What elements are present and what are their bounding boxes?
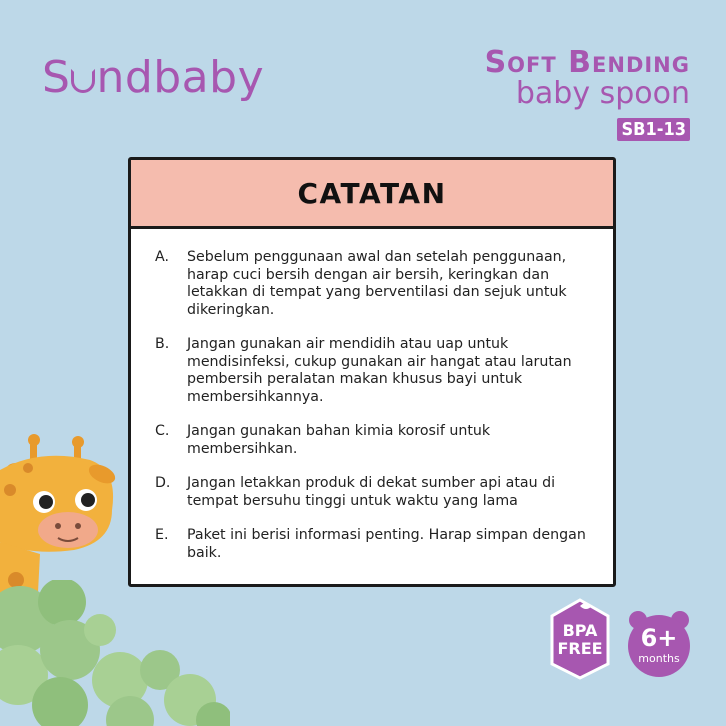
list-item <box>155 336 589 406</box>
product-code: SB1-13 <box>617 118 690 141</box>
notes-card-header <box>131 160 613 229</box>
notes-heading: CATATAN <box>297 176 447 210</box>
smile-icon <box>71 69 95 93</box>
bush-illustration <box>0 580 230 726</box>
logo-text-start: S <box>42 52 71 103</box>
notes-list <box>131 229 613 562</box>
item-letter: D. <box>155 475 171 491</box>
age-badge <box>624 610 694 678</box>
age-unit: months <box>638 652 680 665</box>
product-subtitle: baby spoon <box>515 76 690 111</box>
brand-logo <box>42 52 264 103</box>
product-heading <box>485 46 690 141</box>
item-text: Jangan gunakan bahan kimia korosif untuk membersihkan. <box>187 423 491 457</box>
item-text: Jangan gunakan air mendidih atau uap untuk mendisinfeksi, cukup gunakan air hangat atau larutan pembersih peralatan makan khusus bayi untuk membersihkannya. <box>187 336 572 405</box>
age-value: 6+ <box>640 624 678 652</box>
logo-text-end: ndbaby <box>96 52 265 103</box>
list-item <box>155 527 589 562</box>
item-text: Sebelum penggunaan awal dan setelah penggunaan, harap cuci bersih dengan air bersih, keringkan dan letakkan di tempat yang berventilasi dan sejuk untuk dikeringkan. <box>187 249 567 318</box>
item-letter: E. <box>155 527 169 543</box>
product-title: Soft Bending <box>484 45 690 80</box>
list-item <box>155 249 589 319</box>
item-text: Paket ini berisi informasi penting. Harap simpan dengan baik. <box>187 527 586 561</box>
free-label: FREE <box>557 639 603 658</box>
item-text: Jangan letakkan produk di dekat sumber api atau di tempat bersuhu tinggi untuk waktu yang lama <box>187 475 556 509</box>
item-letter: C. <box>155 423 170 439</box>
notes-card <box>128 157 616 587</box>
bpa-label: BPA <box>562 621 598 640</box>
item-letter: B. <box>155 336 170 352</box>
item-letter: A. <box>155 249 169 265</box>
list-item <box>155 475 589 510</box>
list-item <box>155 423 589 458</box>
bpa-free-badge <box>546 598 614 680</box>
